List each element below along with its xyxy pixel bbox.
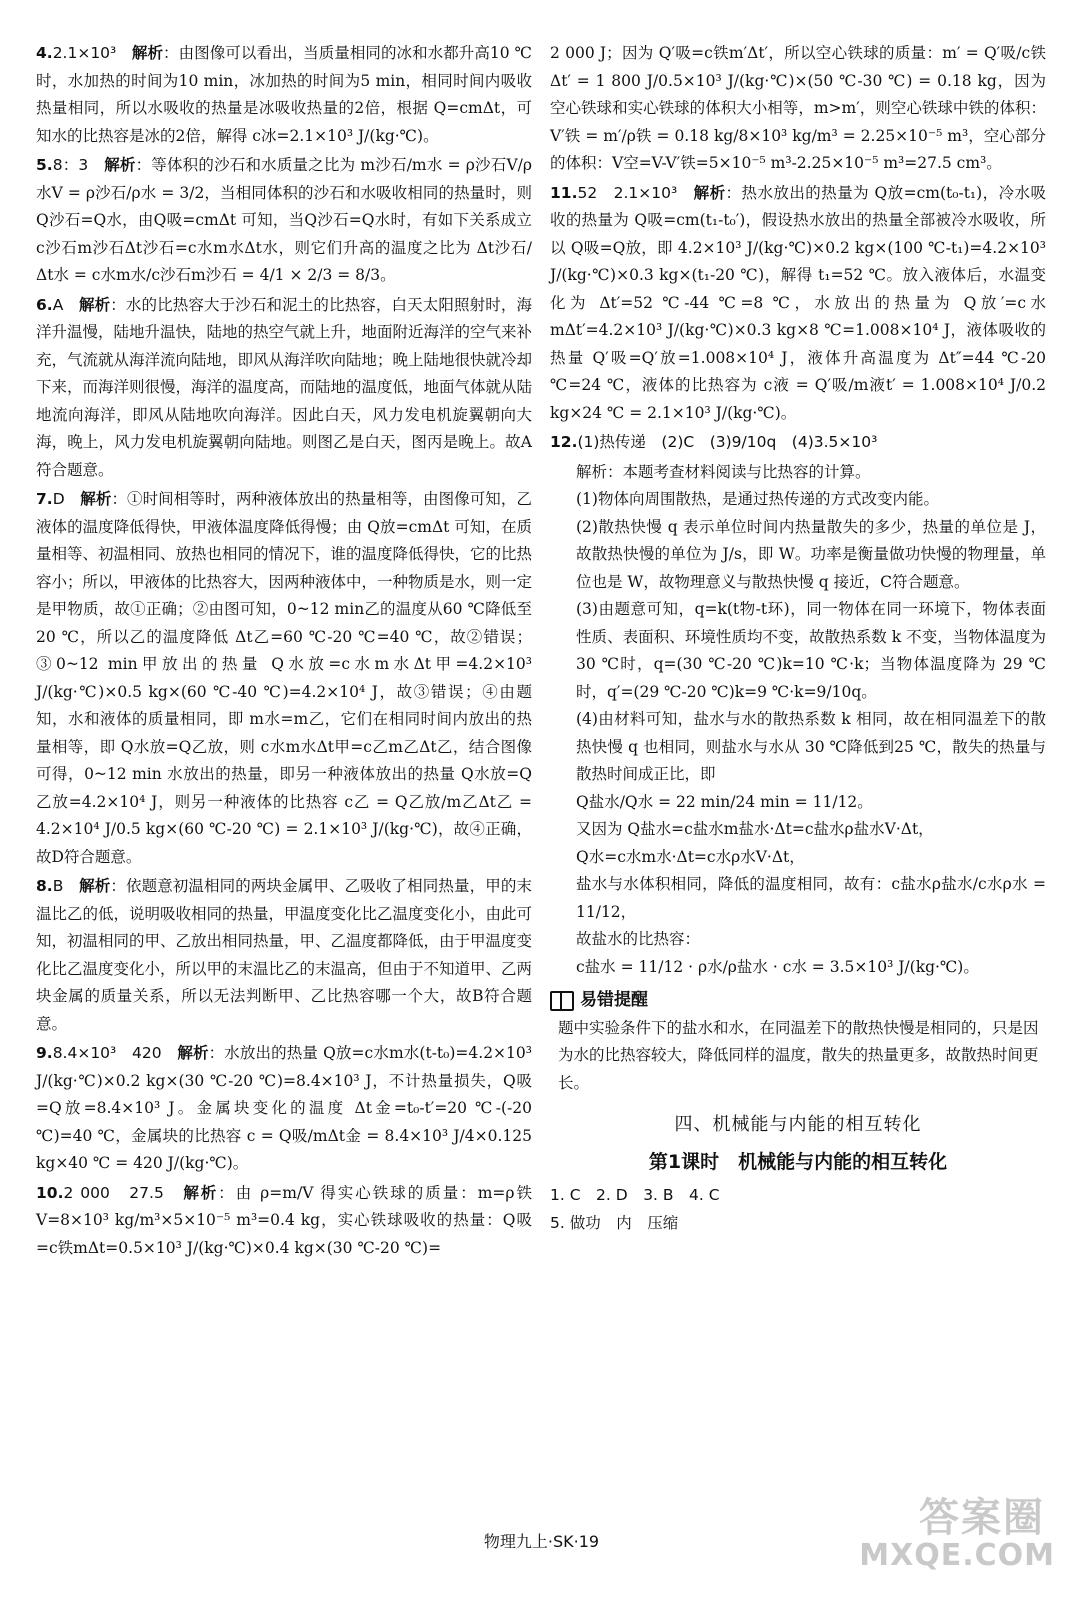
analysis-text: ：等体积的沙石和水质量之比为 m沙石/m水 = ρ沙石V/ρ水V = ρ沙石/ρ水 = 3/2，当相同体积的沙石和水吸收相同的热量时，则 Q沙石=Q水，由Q吸=cmΔt 可知，当Q沙石=Q水时，有如下关系成立c沙石m沙石Δt沙石=c水m水Δt水，则它们升高的温度之比为 Δt沙石/Δt水 = c水m水/c沙石m沙石 = 4/1 × 2/3 = 8/3。 [36, 156, 532, 284]
analysis-label: 解析 [131, 44, 164, 62]
item-number: 8. [36, 877, 53, 895]
analysis-label: 解析 [693, 183, 726, 202]
watermark-logo: 答案圈 [919, 1495, 1045, 1541]
item-answer: 8：3 [52, 156, 89, 174]
analysis-text: ：由 ρ=m/V 得实心铁球的质量：m=ρ铁V=8×10³ kg/m³×5×10⁻⁵ m³=0.4 kg，实心铁球吸收的热量：Q吸=c铁mΔt=0.5×10³ J/(kg·℃)×0.4 kg×(30 ℃-20 ℃)= [36, 1183, 532, 1257]
analysis-line: (3)由题意可知，q=k(t物-t环)，同一物体在同一环境下，物体表面性质、表面积、环境性质均不变，故散热系数 k 不变，当物体温度为 30 ℃时，q=(30 ℃-20 ℃)k=10 ℃·k；当物体温度降为 29 ℃时，q′=(29 ℃-20 ℃)k=9 ℃·k=9/10q。 [576, 600, 1046, 701]
analysis-line: 解析：本题考查材料阅读与比热容的计算。 [576, 462, 871, 481]
answer-item-5 [36, 152, 532, 290]
lesson-title: 第1课时 机械能与内能的相互转化 [648, 1150, 948, 1173]
item-number: 5. [36, 156, 53, 174]
analysis-line: (1)物体向周围散热，是通过热传递的方式改变内能。 [576, 490, 939, 508]
item-number: 10. [36, 1183, 64, 1202]
item-number: 4. [36, 44, 53, 62]
answer-item-9 [36, 1040, 532, 1178]
watermark [859, 1486, 1055, 1586]
analysis-line: (4)由材料可知，盐水与水的散热系数 k 相同，故在相同温差下的散热快慢 q 也相同，则盐水与水从 30 ℃降低到25 ℃，散失的热量与散热时间成正比，即 [576, 710, 1046, 783]
answer-item-10 [36, 1180, 532, 1263]
analysis-line: 又因为 Q盐水=c盐水m盐水·Δt=c盐水ρ盐水V·Δt， [576, 820, 934, 838]
item-answer: 2.1×10³ [52, 44, 117, 62]
answer-item-12-analysis [550, 459, 1046, 982]
item-answer: A [52, 295, 64, 314]
error-tip-header [550, 987, 1046, 1015]
error-tip-text: 题中实验条件下的盐水和水，在同温差下的散热快慢是相同的，只是因为水的比热容较大，降低同样的温度，散失的热量更多，故散热时间更长。 [558, 1018, 1039, 1092]
item-answer: B [52, 877, 64, 895]
analysis-label: 解析 [177, 1044, 209, 1062]
analysis-text: 2 000 J；因为 Q′吸=c铁m′Δt′，所以空心铁球的质量：m′ = Q′吸/c铁Δt′ = 1 800 J/0.5×10³ J/(kg·℃)×(50 ℃-30 ℃) = 0.18 kg，因为空心铁球和实心铁球的体积大小相等，m>m′，则空心铁球中铁的体积：V′铁 = m′/ρ铁 = 0.18 kg/8×10³ kg/m³ = 2.25×10⁻⁵ m³，空心部分的体积：V空=V-V′铁=5×10⁻⁵ m³-2.25×10⁻⁵ m³=27.5 cm³。 [550, 44, 1046, 172]
answer-item-6 [36, 292, 532, 485]
answer-item-10-continued [550, 40, 1046, 178]
answer-item-8 [36, 873, 532, 1038]
analysis-label: 解析 [104, 156, 136, 174]
right-column [550, 40, 1046, 1237]
error-tip-title: 易错提醒 [580, 990, 648, 1010]
analysis-label: 解析 [183, 1183, 219, 1202]
watermark-url: MXQE.COM [859, 1538, 1055, 1573]
analysis-line: c盐水 = 11/12 · ρ水/ρ盐水 · c水 = 3.5×10³ J/(kg·℃)。 [576, 957, 979, 976]
analysis-label: 解析 [79, 877, 111, 895]
answers-line: 5. 做功 内 压缩 [550, 1213, 679, 1232]
answers-line: 1. C 2. D 3. B 4. C [550, 1186, 720, 1204]
left-column [36, 40, 532, 1264]
item-answer: (1)热传递 (2)C (3)9/10q (4)3.5×10³ [577, 433, 878, 451]
item-answer: 52 2.1×10³ [577, 183, 678, 202]
answer-item-7 [36, 486, 532, 871]
analysis-text: ：水的比热容大于沙石和泥土的比热容，白天太阳照射时，海洋升温慢，陆地升温快，陆地的热空气就上升，地面附近海洋的空气来补充，气流就从海洋流向陆地，即风从海洋吹向陆地；晚上陆地很快就冷却下来，而海洋则很慢，海洋的温度高，而陆地的温度低，地面气体就从陆地流向海洋，即风从陆地吹向海洋。因此白天，风力发电机旋翼朝向大海，晚上，风力发电机旋翼朝向陆地。则图乙是白天，图丙是晚上。故A符合题意。 [36, 295, 533, 479]
book-icon [550, 991, 574, 1011]
analysis-line: Q水=c水m水·Δt=c水ρ水V·Δt， [576, 847, 805, 866]
analysis-line: Q盐水/Q水 = 22 min/24 min = 11/12。 [576, 792, 873, 811]
analysis-text: ：热水放出的热量为 Q放=cm(t₀-t₁)，冷水吸收的热量为 Q吸=cm(t₁-t₀′)，假设热水放出的热量全部被冷水吸收，所以 Q吸=Q放，即 4.2×10³ J/(kg·℃)×0.2 kg×(100 ℃-t₁)=4.2×10³ J/(kg·℃)×0.3 kg×(t₁-20 ℃)，解得 t₁=52 ℃。放入液体后，水温变化为 Δt′=52 ℃-44 ℃=8 ℃，水放出的热量为 Q放′=c水mΔt′=4.2×10³ J/(kg·℃)×0.3 kg×8 ℃=1.008×10⁴ J，液体吸收的热量 Q′吸=Q′放=1.008×10⁴ J，液体升高温度为 Δt″=44 ℃-20 ℃=24 ℃，液体的比热容为 c液 = Q′吸/m液t′ = 1.008×10⁴ J/0.2 kg×24 ℃ = 2.1×10³ J/(kg·℃)。 [550, 183, 1046, 422]
analysis-label: 解析 [79, 295, 111, 314]
item-number: 9. [36, 1044, 53, 1062]
page-footer: 物理九上·SK·19 [483, 1532, 600, 1551]
analysis-label: 解析 [80, 490, 112, 508]
analysis-text: ：水放出的热量 Q放=c水m水(t-t₀)=4.2×10³ J/(kg·℃)×0.2 kg×(30 ℃-20 ℃)=8.4×10³ J，不计热量损失，Q吸=Q放=8.4×10³ J。金属块变化的温度 Δt金=t₀-t′=20 ℃-(-20 ℃)=40 ℃，金属块的比热容 c = Q吸/mΔt金 = 8.4×10³ J/4×0.125 kg×40 ℃ = 420 J/(kg·℃)。 [36, 1044, 532, 1172]
item-answer: D [52, 490, 65, 508]
analysis-text: ：依题意初温相同的两块金属甲、乙吸收了相同热量，甲的末温比乙的低，说明吸收相同的热量，甲温度变化比乙温度变化小，由此可知，初温相同的甲、乙放出相同热量，甲、乙温度都降低，由于甲温度变化比乙温度变化小，所以甲的末温比乙的末温高，但由于不知道甲、乙两块金属的质量关系，所以无法判断甲、乙比热容哪一个大，故B符合题意。 [36, 877, 533, 1033]
item-number: 7. [36, 490, 53, 508]
item-number: 11. [550, 183, 578, 202]
answer-item-12 [550, 429, 1046, 457]
analysis-line: (2)散热快慢 q 表示单位时间内热量散失的多少，热量的单位是 J，故散热快慢的单位为 J/s，即 W。功率是衡量做功快慢的物理量，单位也是 W，故物理意义与散热快慢 q 接近，C符合题意。 [576, 517, 1046, 591]
item-number: 6. [36, 295, 53, 314]
item-number: 12. [550, 433, 578, 451]
analysis-line: 故盐水的比热容： [576, 930, 701, 948]
answer-item-11 [550, 180, 1046, 428]
analysis-line: 盐水与水体积相同，降低的温度相同，故有：c盐水ρ盐水/c水ρ水 = 11/12， [576, 875, 1046, 921]
item-answer: 2 000 27.5 [63, 1183, 164, 1202]
section-title: 四、机械能与内能的相互转化 [674, 1114, 922, 1135]
answer-item-4 [36, 40, 532, 150]
item-answer: 8.4×10³ 420 [52, 1044, 162, 1062]
analysis-text: ：①时间相等时，两种液体放出的热量相等，由图像可知，乙液体的温度降低得快，甲液体温度降低得慢；由 Q放=cmΔt 可知，在质量相等、初温相同、放热也相同的情况下，谁的温度降低得快，它的比热容小；所以，甲液体的比热容大，因两种液体中，一种物质是水，则一定是甲物质，故①正确；②由图可知，0~12 min乙的温度从60 ℃降低至20 ℃，所以乙的温度降低 Δt乙=60 ℃-20 ℃=40 ℃，故②错误；③0~12 min甲放出的热量 Q水放=c水m水Δt甲=4.2×10³ J/(kg·℃)×0.5 kg×(60 ℃-40 ℃)=4.2×10⁴ J，故③错误；④由题知，水和液体的质量相同，即 m水=m乙，它们在相同时间内放出的热量相等，即 Q水放=Q乙放，则 c水m水Δt甲=c乙m乙Δt乙，结合图像可得，0~12 min 水放出的热量，即另一种液体放出的热量 Q水放=Q乙放=4.2×10⁴ J，则另一种液体的比热容 c乙 = Q乙放/m乙Δt乙 = 4.2×10⁴ J/0.5 kg×(60 ℃-20 ℃) = 2.1×10³ J/(kg·℃)，故④正确，故D符合题意。 [36, 490, 533, 866]
analysis-text: ：由图像可以看出，当质量相同的冰和水都升高10 ℃时，水加热的时间为10 min，冰加热的时间为5 min，相同时间内吸收热量相同，所以水吸收的热量是冰吸收热量的2倍，根据 Q=cmΔt，可知水的比热容是冰的2倍，解得 c冰=2.1×10³ J/(kg·℃)。 [36, 44, 532, 145]
